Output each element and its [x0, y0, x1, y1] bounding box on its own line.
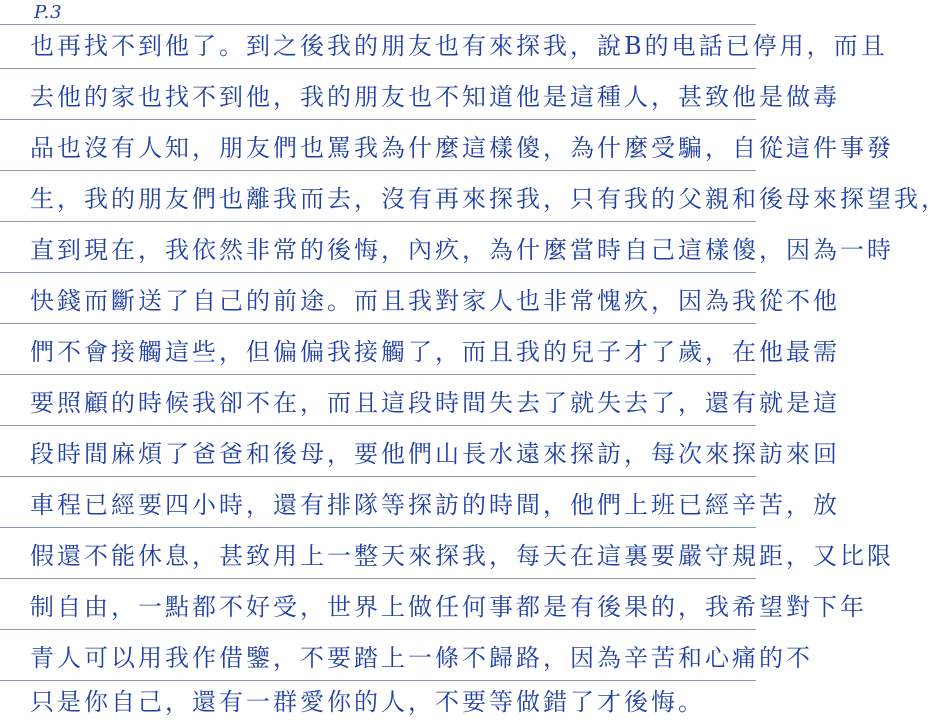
- handwritten-line-4: 生，我的朋友們也離我而去，沒有再來探我，只有我的父親和後母來探望我，: [30, 185, 948, 213]
- ruled-line: [0, 170, 756, 171]
- handwritten-line-9: 段時間麻煩了爸爸和後母，要他們山長水遠來探訪，每次來探訪來回: [30, 440, 840, 468]
- handwritten-line-14: 只是你自己，還有一群愛你的人，不要等做錯了才後悔。: [30, 688, 705, 716]
- ruled-line: [0, 68, 756, 69]
- handwritten-line-11: 假還不能休息，甚致用上一整天來探我，每天在這裏要嚴守規距，又比限: [30, 542, 894, 570]
- handwritten-line-8: 要照顧的時候我卻不在，而且這段時間失去了就失去了，還有就是這: [30, 389, 840, 417]
- ruled-line: [0, 629, 756, 630]
- ruled-line: [0, 119, 756, 120]
- page-number: P.3: [34, 2, 63, 23]
- handwritten-line-13: 青人可以用我作借鑒，不要踏上一條不歸路，因為辛苦和心痛的不: [30, 644, 813, 672]
- ruled-line: [0, 272, 756, 273]
- ruled-line: [0, 323, 756, 324]
- ruled-line: [0, 527, 756, 528]
- handwritten-line-12: 制自由，一點都不好受，世界上做任何事都是有後果的，我希望對下年: [30, 593, 867, 621]
- ruled-line: [0, 221, 756, 222]
- handwritten-line-10: 車程已經要四小時，還有排隊等探訪的時間，他們上班已經辛苦，放: [30, 491, 840, 519]
- handwritten-line-1: 也再找不到他了。到之後我的朋友也有來探我，說B的电話已停用，而且: [30, 32, 888, 60]
- ruled-line: [0, 425, 756, 426]
- ruled-line: [0, 578, 756, 579]
- ruled-line: [0, 374, 756, 375]
- handwritten-line-6: 快錢而斷送了自己的前途。而且我對家人也非常愧疚，因為我從不他: [30, 287, 840, 315]
- handwritten-line-3: 品也沒有人知，朋友們也罵我為什麼這樣傻，為什麼受騙，自從這件事發: [30, 134, 894, 162]
- handwritten-line-2: 去他的家也找不到他，我的朋友也不知道他是這種人，甚致他是做毒: [30, 83, 840, 111]
- handwritten-line-7: 們不會接觸這些，但偏偏我接觸了，而且我的兒子才了歲，在他最需: [30, 338, 840, 366]
- ruled-line: [0, 476, 756, 477]
- handwritten-line-5: 直到現在，我依然非常的後悔，內疚，為什麼當時自己這樣傻，因為一時: [30, 236, 894, 264]
